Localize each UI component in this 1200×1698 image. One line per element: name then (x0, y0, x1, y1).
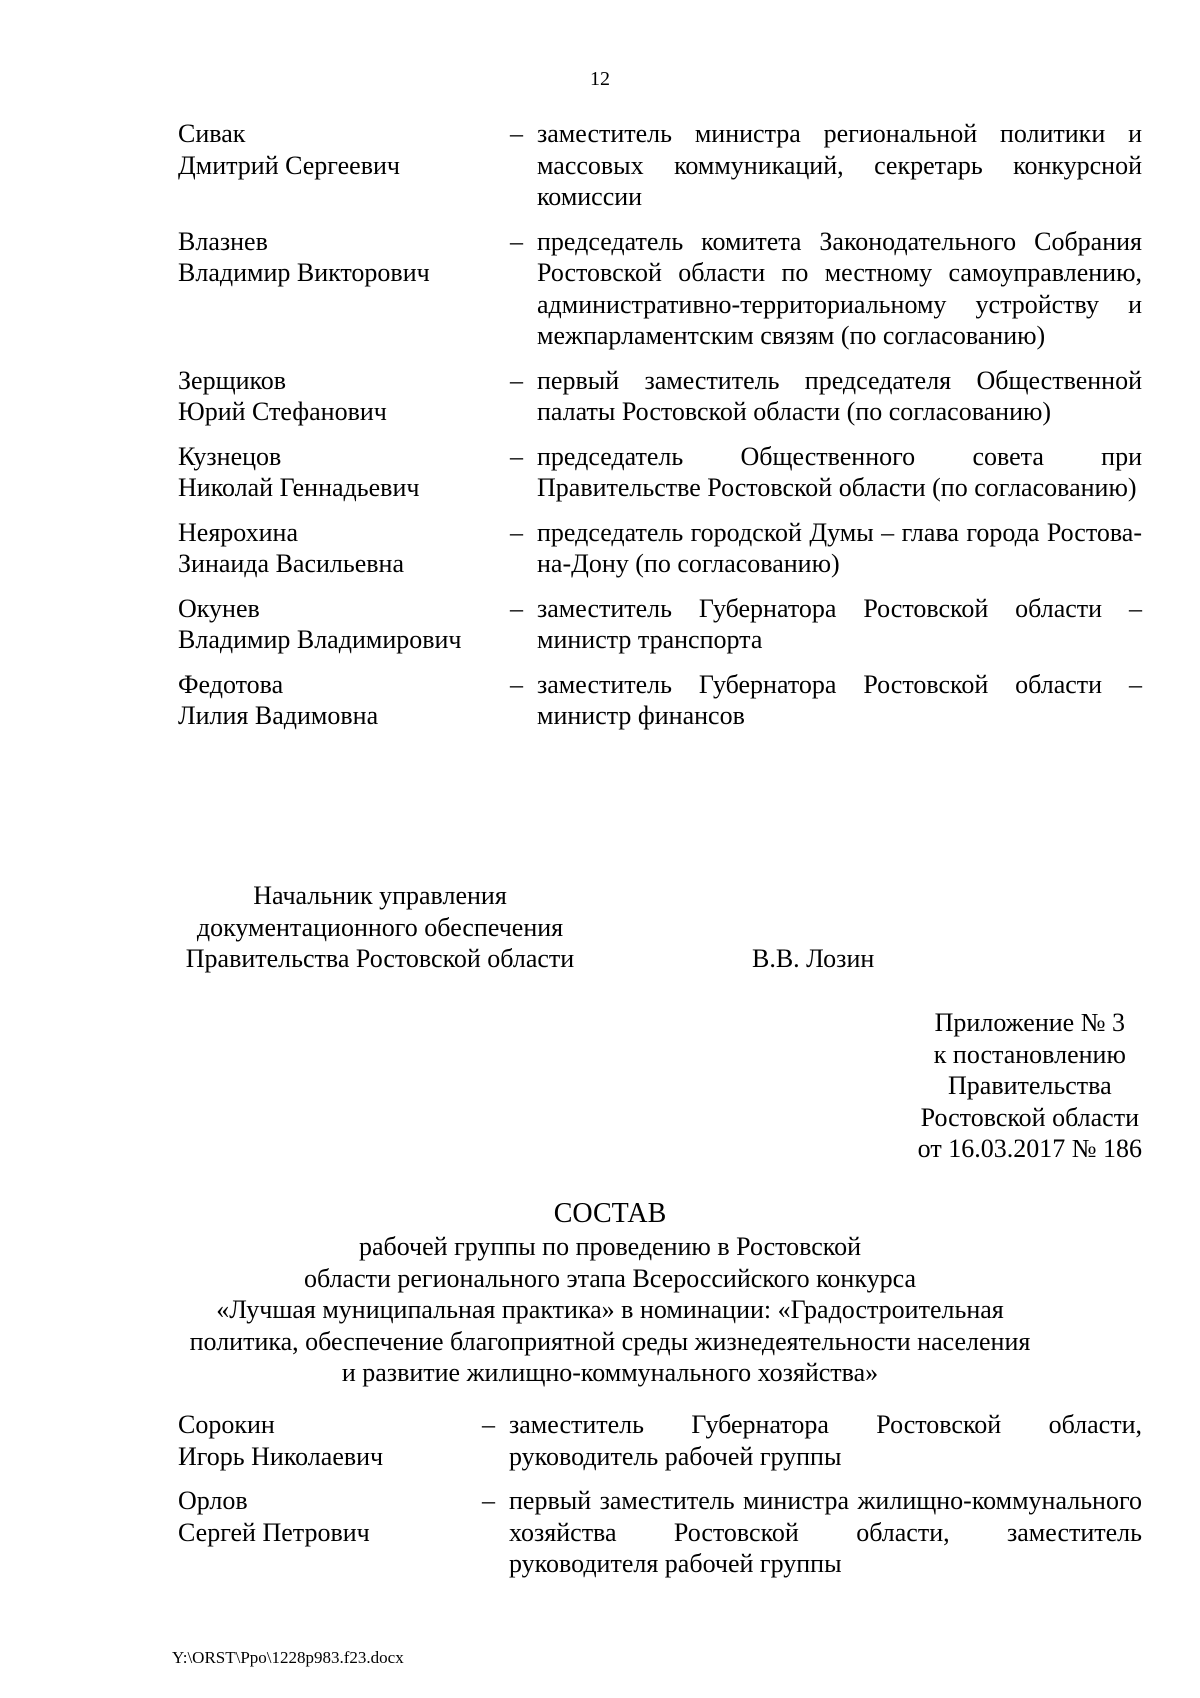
member-name (178, 226, 510, 352)
member-row (178, 517, 1142, 580)
appendix-line: от 16.03.2017 № 186 (917, 1134, 1142, 1163)
member-given-name: Юрий Стефанович (178, 397, 387, 426)
member-given-name: Сергей Петрович (178, 1517, 370, 1547)
member-role: заместитель Губернатора Ростовской области – министр транспорта (537, 593, 1142, 654)
heading-line: и развитие жилищно-коммунального хозяйства» (341, 1358, 879, 1387)
heading-line: «Лучшая муниципальная практика» в номинации: «Градостроительная (216, 1295, 1004, 1324)
member-surname: Неярохина (178, 517, 298, 547)
member-role: заместитель Губернатора Ростовской области, руководитель рабочей группы (509, 1410, 1142, 1471)
signatory-position (170, 880, 590, 975)
dash-separator: – (482, 1410, 495, 1439)
signatory-position-line: Начальник управления (253, 881, 507, 910)
member-given-name: Дмитрий Сергеевич (178, 150, 400, 180)
dash-separator: – (510, 669, 523, 699)
member-role: председатель Общественного совета при Правительстве Ростовской области (по согласованию) (537, 441, 1142, 502)
member-role: председатель городской Думы – глава города Ростова-на-Дону (по согласованию) (537, 517, 1142, 578)
member-given-name: Зинаида Васильевна (178, 549, 405, 578)
dash-separator: – (510, 365, 523, 395)
appendix-line: Правительства (948, 1071, 1112, 1100)
member-given-name: Николай Геннадьевич (178, 473, 420, 502)
member-role: первый заместитель министра жилищно-коммунального хозяйства Ростовской области, заместитель руководителя рабочей группы (509, 1486, 1142, 1578)
dash-separator: – (510, 226, 523, 256)
member-name (178, 669, 510, 732)
member-name (178, 1485, 482, 1580)
dash-separator: – (510, 517, 523, 547)
signatory-position-line: документационного обеспечения (196, 912, 564, 942)
member-surname: Орлов (178, 1486, 248, 1515)
member-name (178, 1409, 482, 1472)
member-role: первый заместитель председателя Общественной палаты Ростовской области (по согласованию) (537, 365, 1142, 426)
appendix-line: Ростовской области (920, 1102, 1139, 1132)
member-given-name: Лилия Вадимовна (178, 701, 379, 730)
file-path-footer: Y:\ORST\Ppo\1228p983.f23.docx (172, 1648, 404, 1667)
appendix-line: Приложение № 3 (934, 1008, 1126, 1037)
member-row (178, 593, 1142, 656)
member-name (178, 118, 510, 213)
member-given-name: Владимир Владимирович (178, 625, 462, 654)
member-name (178, 517, 510, 580)
appendix-line: к постановлению (933, 1039, 1126, 1069)
member-role: заместитель Губернатора Ростовской области – министр финансов (537, 669, 1142, 730)
member-name (178, 365, 510, 428)
commission-members-list (178, 118, 1142, 745)
member-name (178, 593, 510, 656)
heading-line: политика, обеспечение благоприятной среды жизнедеятельности населения (189, 1326, 1031, 1356)
working-group-members-list (178, 1409, 1142, 1593)
member-surname: Зерщиков (178, 365, 287, 395)
dash-separator: – (510, 119, 523, 148)
member-role: председатель комитета Законодательного Собрания Ростовской области по местному самоуправлению, административно-территориальному устройству и межпарламентским связям (по согласованию) (537, 226, 1142, 350)
section-heading (160, 1197, 1060, 1389)
member-row (178, 1409, 1142, 1472)
signature-block (170, 880, 1170, 975)
member-surname: Федотова (178, 669, 284, 699)
member-name (178, 441, 510, 504)
page-number: 12 (590, 68, 610, 90)
member-surname: Сорокин (178, 1410, 275, 1439)
member-given-name: Игорь Николаевич (178, 1441, 384, 1471)
appendix-reference (918, 1007, 1142, 1165)
member-row (178, 669, 1142, 732)
dash-separator: – (510, 441, 523, 471)
signatory-position-line: Правительства Ростовской области (185, 944, 575, 973)
member-role: заместитель министра региональной политики и массовых коммуникаций, секретарь конкурсной комиссии (537, 119, 1142, 211)
member-surname: Влазнев (178, 226, 268, 256)
heading-line: рабочей группы по проведению в Ростовской (358, 1232, 862, 1261)
member-row (178, 118, 1142, 213)
dash-separator: – (482, 1486, 495, 1515)
member-row (178, 226, 1142, 352)
member-surname: Кузнецов (178, 441, 282, 471)
member-row (178, 365, 1142, 428)
dash-separator: – (510, 593, 523, 623)
heading-title: СОСТАВ (553, 1198, 667, 1229)
member-given-name: Владимир Викторович (178, 258, 430, 287)
signatory-name: В.В. Лозин (752, 944, 875, 973)
member-surname: Окунев (178, 593, 260, 623)
heading-line: области регионального этапа Всероссийского конкурса (303, 1263, 916, 1293)
member-surname: Сивак (178, 119, 246, 148)
member-row (178, 1485, 1142, 1580)
member-row (178, 441, 1142, 504)
